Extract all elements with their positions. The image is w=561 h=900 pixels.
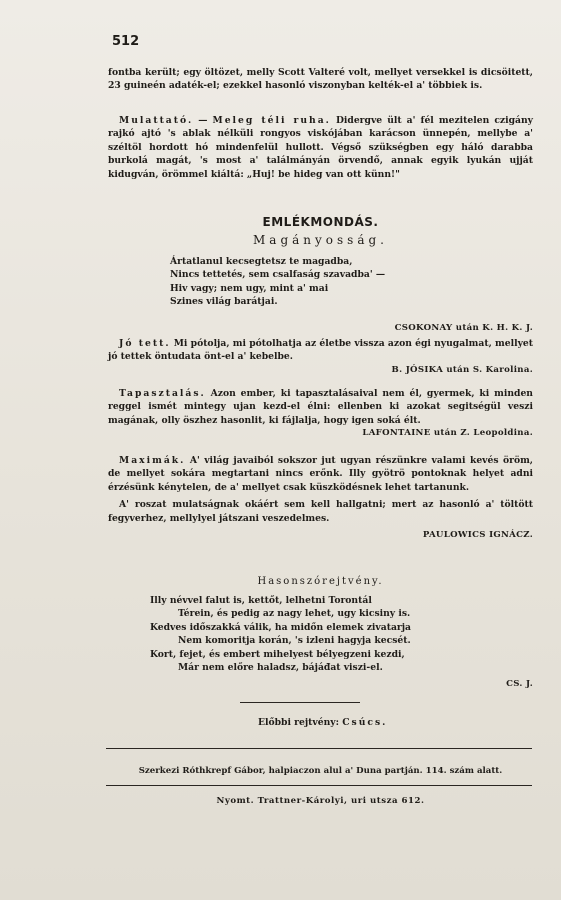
maximak-attribution: PAULOWICS IGNÁCZ.: [422, 530, 533, 541]
riddle-verse: [108, 594, 533, 674]
short-divider: [240, 702, 360, 703]
jo-tett-section: [108, 337, 533, 377]
maximak-text-1: A' világ javaiból sokszor jut ugyan részünkre valami kevés öröm, de mellyet sokára megtartani nincs erőnk. Illy gyötrö pontoknak helyet adni érzésünk kénytelen, de a' mellyet csak küszködésnek lehet tartanunk.: [108, 455, 533, 493]
mulattato-section: [108, 114, 533, 181]
maximak-text-2: A' roszat mulatságnak okáért sem kell hallgatni; mert az hasonló a' töltött fegyverhez, mellylyel játszani veszedelmes.: [108, 499, 533, 524]
maximak-section: [108, 454, 533, 542]
previous-riddle-answer: Csúcs.: [342, 717, 388, 728]
verse-line: Szines világ barátjai.: [170, 296, 278, 308]
verse-attribution: CSOKONAY után K. H. K. J.: [394, 323, 533, 333]
page-number: 512: [112, 34, 140, 49]
tapasztalas-attribution: LAFONTAINE után Z. Leopoldina.: [362, 428, 533, 439]
riddle-attribution: CS. J.: [506, 679, 533, 689]
mulattato-dash: —: [198, 115, 208, 126]
riddle-line: Nem komoritja korán, 's izleni hagyja kecsét.: [178, 635, 411, 647]
jo-tett-attribution: B. JÓSIKA után S. Karolina.: [391, 364, 533, 375]
tapasztalas-label: Tapasztalás.: [119, 388, 206, 399]
verse-line: Ártatlanul kecsegtetsz te magadba,: [170, 256, 353, 267]
riddle-heading: Hasonszórejtvény.: [257, 576, 384, 587]
riddle-line: Kort, fejet, és embert mihelyest bélyegzeni kezdi,: [150, 648, 405, 660]
intro-text: fontba került; egy öltözet, melly Scott Valteré volt, mellyet versekkel is dicsöitett, 23 guineén adaték-el; ezekkel hasonló viszonyban kelték-el a' többiek is.: [108, 67, 533, 92]
riddle-line: Kedves időszakká válik, ha midőn elemek zivatarja: [150, 621, 412, 633]
riddle-line: Illy névvel falut is, kettőt, lelhetni Torontál: [150, 595, 372, 606]
tapasztalas-section: [108, 387, 533, 441]
tapasztalas-text: Azon ember, ki tapasztalásaival nem él, gyermek, ki minden reggel ismét mintegy ujan kezd-el élni: ellenben ki azokat segitségül veszi magának, olly öszhez hasonlit, ki fájlalja, hogy igen soká élt.: [108, 388, 533, 426]
intro-paragraph: [108, 66, 533, 93]
emlekmondas-verse: [108, 255, 533, 309]
footer-divider-mid: [106, 785, 532, 786]
footer-divider-top: [106, 748, 532, 749]
jo-tett-label: Jó tett.: [119, 338, 171, 349]
footer-printer: Nyomt. Trattner-Károlyi, uri utsza 612.: [216, 796, 425, 806]
footer-editor: Szerkezi Róthkrepf Gábor, halpiaczon alul a' Duna partján. 114. szám alatt.: [138, 766, 503, 776]
previous-riddle: [258, 716, 518, 729]
mulattato-label: Mulattató.: [119, 115, 194, 126]
previous-riddle-label: Előbbi rejtvény:: [258, 717, 340, 728]
section-heading: EMLÉKMONDÁS.: [262, 215, 379, 229]
mulattato-paragraph: [108, 114, 533, 181]
riddle-line: Már nem előre haladsz, bájáđat viszi-el.: [178, 662, 383, 674]
verse-line: Nincs tettetés, sem csalfaság szavadba' —: [170, 269, 386, 281]
riddle-line: Térein, és pedig az nagy lehet, ugy kicsiny is.: [178, 608, 411, 620]
maximak-label: Maximák.: [119, 455, 186, 466]
section-subheading: Magányosság.: [253, 233, 388, 247]
mulattato-text: Didergve ült a' fél mezitelen czigány rajkó ajtó 's ablak nélküli rongyos viskójában karácson ünnepén, mellybe a' széltöl hordott hó mindenfelül hullott. Végső szükségben egy háló darabba burkolá magát, 's most a' találmányán örvendő, annak egyik lyukán ujját kidugván, örömmel kiáltá: „Huj! be hideg van ott künn!": [108, 115, 534, 180]
mulattato-title: Meleg téli ruha.: [212, 115, 331, 126]
jo-tett-text: Mi pótolja, mi pótolhatja az életbe vissza azon égi nyugalmat, mellyet jó tettek öntudata önt-el a' kebelbe.: [108, 338, 533, 363]
verse-line: Hiv vagy; nem ugy, mint a' mai: [170, 282, 329, 294]
